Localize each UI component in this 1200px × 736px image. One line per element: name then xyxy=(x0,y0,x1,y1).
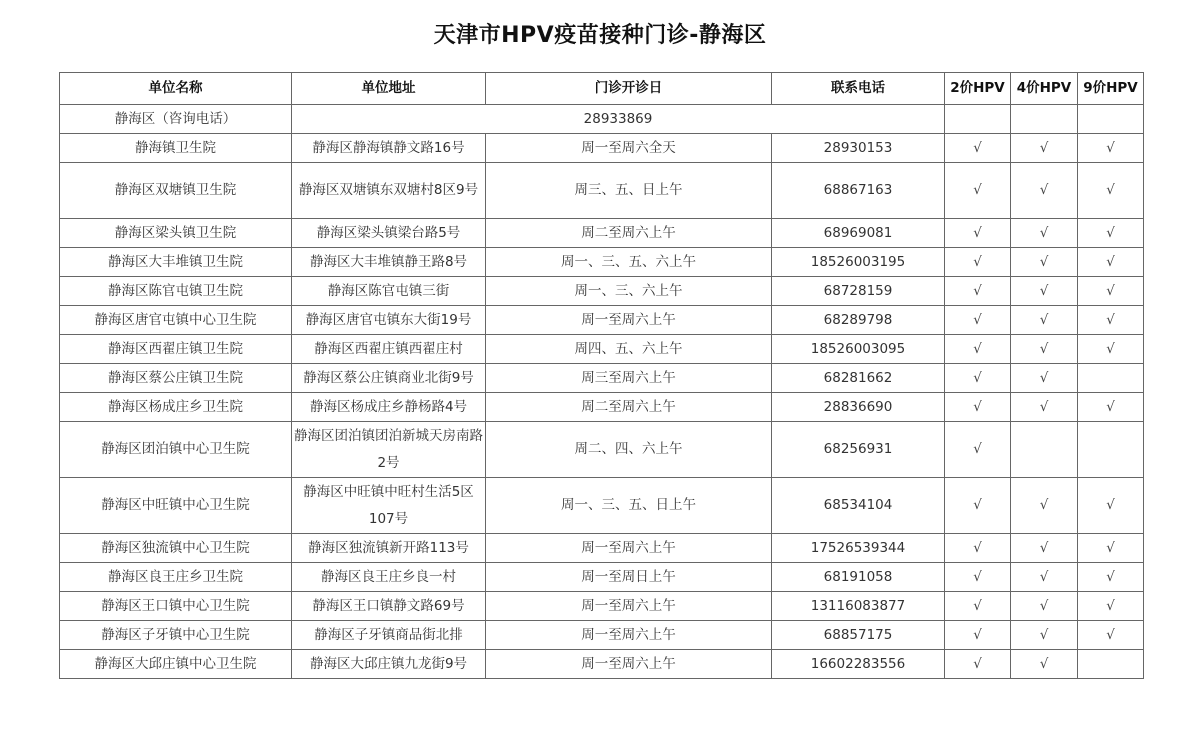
clinic-name: 静海区王口镇中心卫生院 xyxy=(60,592,292,621)
clinic-phone: 68191058 xyxy=(772,563,945,592)
clinic-days: 周四、五、六上午 xyxy=(486,335,772,364)
hpv9-check: √ xyxy=(1078,335,1144,364)
hpv4-check: √ xyxy=(1011,335,1078,364)
hpv9-check: √ xyxy=(1078,563,1144,592)
hpv4-check: √ xyxy=(1011,248,1078,277)
hpv9-check: √ xyxy=(1078,621,1144,650)
hpv2-check: √ xyxy=(945,248,1011,277)
clinic-phone: 68867163 xyxy=(772,163,945,219)
clinic-name: 静海区西翟庄镇卫生院 xyxy=(60,335,292,364)
header-address: 单位地址 xyxy=(292,73,486,105)
hpv4-check: √ xyxy=(1011,277,1078,306)
clinic-days: 周一至周六上午 xyxy=(486,650,772,679)
table-row xyxy=(60,478,1144,534)
clinic-days: 周一、三、五、六上午 xyxy=(486,248,772,277)
table-row xyxy=(60,306,1144,335)
hpv2-check: √ xyxy=(945,650,1011,679)
clinic-address: 静海区蔡公庄镇商业北街9号 xyxy=(292,364,486,393)
clinic-days: 周一至周六上午 xyxy=(486,534,772,563)
clinic-phone: 68281662 xyxy=(772,364,945,393)
page-title: 天津市HPV疫苗接种门诊-静海区 xyxy=(433,23,767,48)
hpv9-check xyxy=(1078,650,1144,679)
header-hpv9: 9价HPV xyxy=(1078,73,1144,105)
hpv9-check xyxy=(1078,364,1144,393)
header-name: 单位名称 xyxy=(60,73,292,105)
table-row xyxy=(60,621,1144,650)
table-row xyxy=(60,134,1144,163)
consult-phone: 28933869 xyxy=(292,105,945,134)
clinic-name: 静海区梁头镇卫生院 xyxy=(60,219,292,248)
hpv2-check: √ xyxy=(945,335,1011,364)
clinic-address: 静海区大丰堆镇静王路8号 xyxy=(292,248,486,277)
hpv2-check: √ xyxy=(945,422,1011,478)
table-row xyxy=(60,219,1144,248)
hpv9-check: √ xyxy=(1078,393,1144,422)
hpv4-check: √ xyxy=(1011,134,1078,163)
hpv9-check: √ xyxy=(1078,248,1144,277)
table-row xyxy=(60,163,1144,219)
clinic-name: 静海区中旺镇中心卫生院 xyxy=(60,478,292,534)
clinic-days: 周三至周六上午 xyxy=(486,364,772,393)
table-row xyxy=(60,534,1144,563)
clinic-phone: 28836690 xyxy=(772,393,945,422)
clinic-name: 静海区蔡公庄镇卫生院 xyxy=(60,364,292,393)
clinic-days: 周一至周六上午 xyxy=(486,621,772,650)
table-header-row xyxy=(60,73,1144,105)
table-row xyxy=(60,248,1144,277)
clinic-phone: 18526003095 xyxy=(772,335,945,364)
hpv9-check: √ xyxy=(1078,219,1144,248)
clinic-phone: 68256931 xyxy=(772,422,945,478)
clinic-name: 静海区大丰堆镇卫生院 xyxy=(60,248,292,277)
clinic-name: 静海区子牙镇中心卫生院 xyxy=(60,621,292,650)
clinic-name: 静海区团泊镇中心卫生院 xyxy=(60,422,292,478)
clinic-phone: 13116083877 xyxy=(772,592,945,621)
clinic-phone: 68289798 xyxy=(772,306,945,335)
clinic-address: 静海区大邱庄镇九龙街9号 xyxy=(292,650,486,679)
clinic-name: 静海区双塘镇卫生院 xyxy=(60,163,292,219)
clinic-address: 静海区王口镇静文路69号 xyxy=(292,592,486,621)
consult-name: 静海区（咨询电话） xyxy=(60,105,292,134)
clinic-address: 静海区静海镇静文路16号 xyxy=(292,134,486,163)
hpv-clinic-table xyxy=(59,72,1144,679)
hpv2-check: √ xyxy=(945,621,1011,650)
hpv2-check: √ xyxy=(945,219,1011,248)
table-row xyxy=(60,592,1144,621)
clinic-days: 周一、三、六上午 xyxy=(486,277,772,306)
header-hpv2: 2价HPV xyxy=(945,73,1011,105)
hpv9-check: √ xyxy=(1078,592,1144,621)
clinic-address: 静海区团泊镇团泊新城天房南路2号 xyxy=(292,422,486,478)
table-row xyxy=(60,277,1144,306)
clinic-address: 静海区陈官屯镇三街 xyxy=(292,277,486,306)
header-phone: 联系电话 xyxy=(772,73,945,105)
clinic-days: 周一至周六全天 xyxy=(486,134,772,163)
hpv4-check: √ xyxy=(1011,650,1078,679)
hpv2-check: √ xyxy=(945,592,1011,621)
clinic-address: 静海区唐官屯镇东大街19号 xyxy=(292,306,486,335)
hpv4-check: √ xyxy=(1011,563,1078,592)
hpv2-check: √ xyxy=(945,478,1011,534)
hpv9-check: √ xyxy=(1078,478,1144,534)
table-row xyxy=(60,563,1144,592)
header-hpv4: 4价HPV xyxy=(1011,73,1078,105)
clinic-name: 静海区大邱庄镇中心卫生院 xyxy=(60,650,292,679)
clinic-name: 静海区陈官屯镇卫生院 xyxy=(60,277,292,306)
hpv9-check: √ xyxy=(1078,134,1144,163)
hpv4-check: √ xyxy=(1011,163,1078,219)
clinic-phone: 18526003195 xyxy=(772,248,945,277)
hpv4-check: √ xyxy=(1011,393,1078,422)
clinic-name: 静海区杨成庄乡卫生院 xyxy=(60,393,292,422)
hpv9-check xyxy=(1078,422,1144,478)
clinic-name: 静海区唐官屯镇中心卫生院 xyxy=(60,306,292,335)
hpv4-check xyxy=(1011,422,1078,478)
clinic-address: 静海区西翟庄镇西翟庄村 xyxy=(292,335,486,364)
clinic-phone: 68728159 xyxy=(772,277,945,306)
clinic-address: 静海区梁头镇梁台路5号 xyxy=(292,219,486,248)
clinic-phone: 68969081 xyxy=(772,219,945,248)
clinic-phone: 68534104 xyxy=(772,478,945,534)
clinic-address: 静海区双塘镇东双塘村8区9号 xyxy=(292,163,486,219)
hpv4-check: √ xyxy=(1011,306,1078,335)
clinic-address: 静海区杨成庄乡静杨路4号 xyxy=(292,393,486,422)
hpv4-check: √ xyxy=(1011,219,1078,248)
clinic-phone: 28930153 xyxy=(772,134,945,163)
hpv4-check: √ xyxy=(1011,621,1078,650)
clinic-name: 静海区良王庄乡卫生院 xyxy=(60,563,292,592)
clinic-address: 静海区中旺镇中旺村生活5区107号 xyxy=(292,478,486,534)
table-row xyxy=(60,650,1144,679)
clinic-days: 周三、五、日上午 xyxy=(486,163,772,219)
hpv4-check: √ xyxy=(1011,364,1078,393)
table-row xyxy=(60,393,1144,422)
hpv2-check: √ xyxy=(945,306,1011,335)
table-row xyxy=(60,364,1144,393)
hpv4-check: √ xyxy=(1011,592,1078,621)
clinic-days: 周一至周六上午 xyxy=(486,592,772,621)
clinic-days: 周一至周六上午 xyxy=(486,306,772,335)
hpv2-check: √ xyxy=(945,134,1011,163)
hpv2-check: √ xyxy=(945,277,1011,306)
hpv4-check: √ xyxy=(1011,478,1078,534)
hpv9-check: √ xyxy=(1078,163,1144,219)
hpv2-check: √ xyxy=(945,163,1011,219)
hpv9-check: √ xyxy=(1078,534,1144,563)
clinic-days: 周一、三、五、日上午 xyxy=(486,478,772,534)
clinic-days: 周二至周六上午 xyxy=(486,393,772,422)
hpv4-check: √ xyxy=(1011,534,1078,563)
header-days: 门诊开诊日 xyxy=(486,73,772,105)
table-row xyxy=(60,422,1144,478)
clinic-address: 静海区子牙镇商品街北排 xyxy=(292,621,486,650)
consult-row xyxy=(60,105,1144,134)
clinic-days: 周二至周六上午 xyxy=(486,219,772,248)
hpv2-check: √ xyxy=(945,563,1011,592)
clinic-name: 静海镇卫生院 xyxy=(60,134,292,163)
clinic-phone: 68857175 xyxy=(772,621,945,650)
hpv2-check: √ xyxy=(945,534,1011,563)
hpv9-check: √ xyxy=(1078,277,1144,306)
clinic-address: 静海区独流镇新开路113号 xyxy=(292,534,486,563)
clinic-phone: 16602283556 xyxy=(772,650,945,679)
clinic-days: 周一至周日上午 xyxy=(486,563,772,592)
clinic-address: 静海区良王庄乡良一村 xyxy=(292,563,486,592)
hpv2-check: √ xyxy=(945,393,1011,422)
table-row xyxy=(60,335,1144,364)
hpv9-check: √ xyxy=(1078,306,1144,335)
clinic-name: 静海区独流镇中心卫生院 xyxy=(60,534,292,563)
clinic-days: 周二、四、六上午 xyxy=(486,422,772,478)
hpv2-check: √ xyxy=(945,364,1011,393)
clinic-phone: 17526539344 xyxy=(772,534,945,563)
